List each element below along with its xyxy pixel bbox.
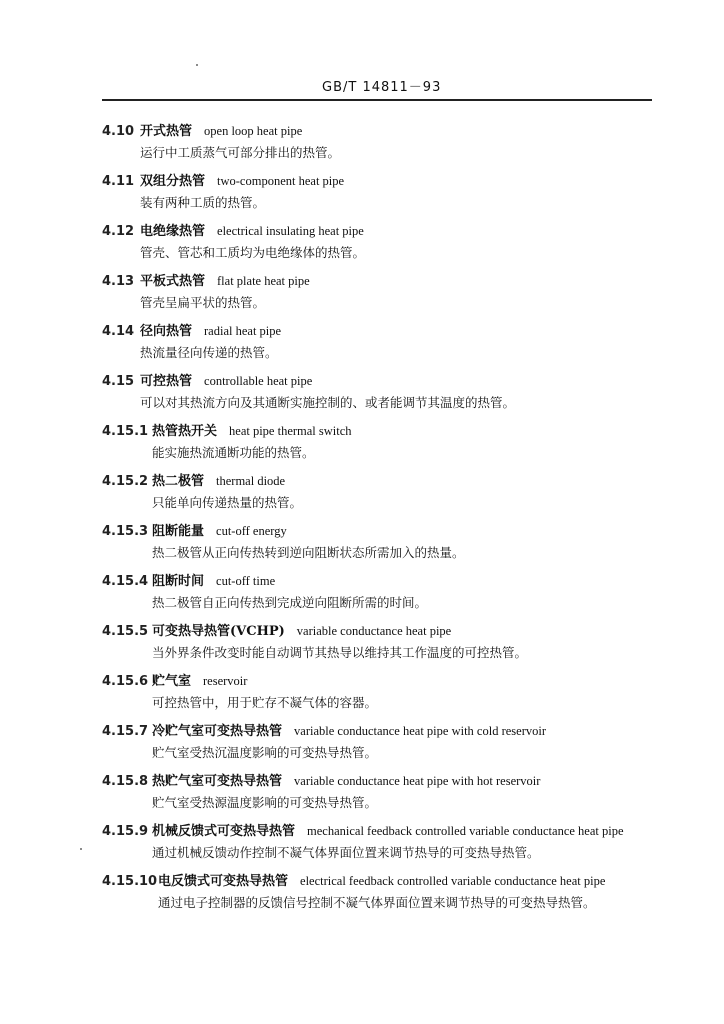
entry-4-15-6 xyxy=(102,670,662,714)
entry-number: 4.15.5 xyxy=(102,624,149,639)
definition: 能实施热流通断功能的热管。 xyxy=(152,445,315,460)
term-en: reservoir xyxy=(203,674,248,688)
entry-number: 4.15.9 xyxy=(102,824,149,839)
entry-number: 4.13 xyxy=(102,274,135,289)
definition: 只能单向传递热量的热管。 xyxy=(152,495,303,510)
definition: 可控热管中，用于贮存不凝气体的容器。 xyxy=(152,695,378,710)
entry-4-13 xyxy=(102,270,662,314)
entry-number: 4.15 xyxy=(102,374,135,389)
definition: 运行中工质蒸气可部分排出的热管。 xyxy=(140,145,341,160)
entry-number: 4.15.6 xyxy=(102,674,149,689)
term-en: mechanical feedback controlled variable conductance heat pipe xyxy=(307,824,624,838)
term-zh: 电反馈式可变热导热管 xyxy=(158,874,289,889)
term-zh: 开式热管 xyxy=(140,124,193,139)
term-zh: 平板式热管 xyxy=(140,274,206,289)
entry-4-12 xyxy=(102,220,662,264)
scan-speck xyxy=(196,64,198,66)
term-en: open loop heat pipe xyxy=(204,124,303,138)
definition: 通过电子控制器的反馈信号控制不凝气体界面位置来调节热导的可变热导热管。 xyxy=(158,895,596,910)
entry-4-15-2 xyxy=(102,470,662,514)
entry-4-15-7 xyxy=(102,720,662,764)
entry-number: 4.15.4 xyxy=(102,574,149,589)
entry-4-14 xyxy=(102,320,662,364)
definition: 热二极管从正向传热转到逆向阻断状态所需加入的热量。 xyxy=(152,545,465,560)
definition: 贮气室受热沉温度影响的可变热导热管。 xyxy=(152,745,378,760)
definition: 热流量径向传递的热管。 xyxy=(140,345,278,360)
entry-number: 4.15.8 xyxy=(102,774,149,789)
term-zh: 热二极管 xyxy=(152,474,205,489)
entry-4-15-5 xyxy=(102,620,662,664)
term-en: electrical insulating heat pipe xyxy=(217,224,364,238)
term-zh: 冷贮气室可变热导热管 xyxy=(152,724,283,739)
entry-number: 4.15.1 xyxy=(102,424,149,439)
definition: 热二极管自正向传热到完成逆向阻断所需的时间。 xyxy=(152,595,428,610)
entry-number: 4.14 xyxy=(102,324,135,339)
entry-number: 4.11 xyxy=(102,174,135,189)
standard-code: GB/T 14811－93 xyxy=(322,80,442,95)
definition: 管壳呈扁平状的热管。 xyxy=(140,295,266,310)
term-en: cut-off time xyxy=(216,574,276,588)
term-zh: 阻断时间 xyxy=(152,574,205,589)
definition: 管壳、管芯和工质均为电绝缘体的热管。 xyxy=(140,245,366,260)
term-zh: 可控热管 xyxy=(140,374,193,389)
term-en: flat plate heat pipe xyxy=(217,274,310,288)
term-en: two-component heat pipe xyxy=(217,174,345,188)
term-zh: 机械反馈式可变热导热管 xyxy=(152,824,296,839)
term-zh: 电绝缘热管 xyxy=(140,224,206,239)
term-en: variable conductance heat pipe with hot reservoir xyxy=(294,774,541,788)
definition: 装有两种工质的热管。 xyxy=(140,195,266,210)
definition: 贮气室受热源温度影响的可变热导热管。 xyxy=(152,795,378,810)
definition: 当外界条件改变时能自动调节其热导以维持其工作温度的可控热管。 xyxy=(152,645,528,660)
term-en: heat pipe thermal switch xyxy=(229,424,352,438)
term-en: variable conductance heat pipe xyxy=(296,624,452,638)
entry-4-10 xyxy=(102,120,662,164)
term-zh: 可变热导热管(VCHP) xyxy=(152,624,285,639)
entry-4-15 xyxy=(102,370,662,414)
term-zh: 贮气室 xyxy=(152,674,192,689)
entry-number: 4.15.2 xyxy=(102,474,149,489)
definition: 通过机械反馈动作控制不凝气体界面位置来调节热导的可变热导热管。 xyxy=(152,845,540,860)
entry-number: 4.15.7 xyxy=(102,724,149,739)
entry-4-15-1 xyxy=(102,420,662,464)
entry-4-15-9 xyxy=(102,820,662,864)
entry-number: 4.10 xyxy=(102,124,135,139)
scan-speck xyxy=(80,848,82,850)
term-zh: 热管热开关 xyxy=(152,424,218,439)
entry-4-15-4 xyxy=(102,570,662,614)
header-rule xyxy=(102,99,652,101)
entry-4-15-8 xyxy=(102,770,662,814)
term-en: electrical feedback controlled variable conductance heat pipe xyxy=(300,874,606,888)
term-en: variable conductance heat pipe with cold reservoir xyxy=(294,724,546,738)
term-en: radial heat pipe xyxy=(204,324,282,338)
term-zh: 热贮气室可变热导热管 xyxy=(152,774,283,789)
term-zh: 双组分热管 xyxy=(140,174,206,189)
definition: 可以对其热流方向及其通断实施控制的、或者能调节其温度的热管。 xyxy=(140,395,516,410)
entry-4-15-3 xyxy=(102,520,662,564)
term-en: cut-off energy xyxy=(216,524,287,538)
entry-number: 4.15.3 xyxy=(102,524,149,539)
term-en: thermal diode xyxy=(216,474,286,488)
term-zh: 阻断能量 xyxy=(152,524,205,539)
entry-number: 4.15.10 xyxy=(102,874,158,889)
entry-4-15-10 xyxy=(102,870,662,914)
term-en: controllable heat pipe xyxy=(204,374,313,388)
entry-4-11 xyxy=(102,170,662,214)
entry-number: 4.12 xyxy=(102,224,135,239)
term-zh: 径向热管 xyxy=(140,324,193,339)
